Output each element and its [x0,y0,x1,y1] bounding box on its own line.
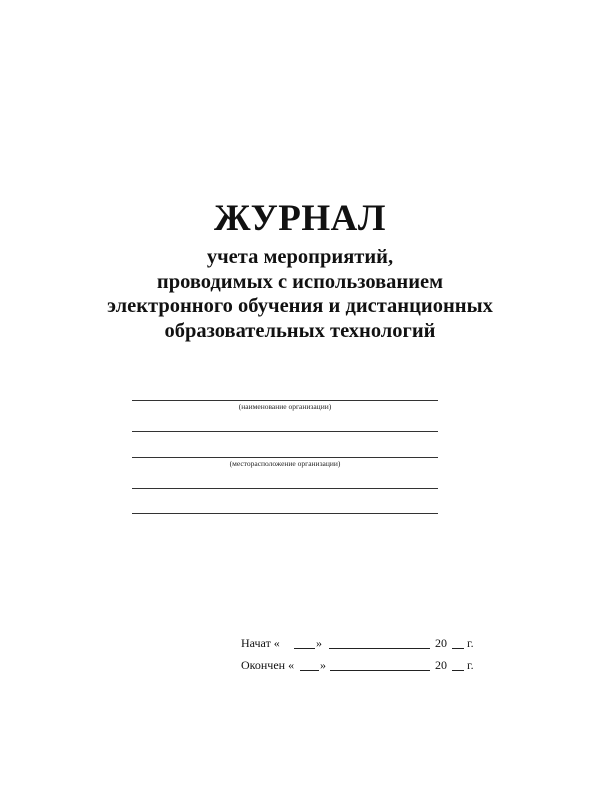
started-year-suffix: г. [467,636,474,650]
ended-quote-close: » [320,658,326,672]
ended-year-suffix: г. [467,658,474,672]
ended-day-blank[interactable] [300,670,319,671]
ended-label: Окончен « [241,658,295,672]
organization-location-caption: (месторасположение организации) [229,459,341,468]
started-label: Начат « [241,636,280,650]
ended-year-prefix: 20 [435,658,447,672]
organization-name-line[interactable] [132,400,438,401]
started-day-blank[interactable] [294,648,315,649]
document-title: ЖУРНАЛ [214,198,386,239]
started-year-blank[interactable] [452,648,464,649]
started-year-prefix: 20 [435,636,447,650]
organization-name-caption: (наименование организации) [238,402,332,411]
ended-year-blank[interactable] [452,670,464,671]
organization-location-line-2[interactable] [132,488,438,489]
subtitle-line: учета мероприятий, [206,246,394,268]
started-month-blank[interactable] [329,648,430,649]
organization-name-line-2[interactable] [132,431,438,432]
started-quote-close: » [316,636,322,650]
subtitle-line: образовательных технологий [164,319,436,342]
ended-month-blank[interactable] [330,670,430,671]
organization-location-line[interactable] [132,457,438,458]
organization-location-line-3[interactable] [132,513,438,514]
subtitle-line: проводимых с использованием [156,270,444,293]
subtitle-line: электронного обучения и дистанционных [107,295,493,317]
document-subtitle [0,245,600,343]
